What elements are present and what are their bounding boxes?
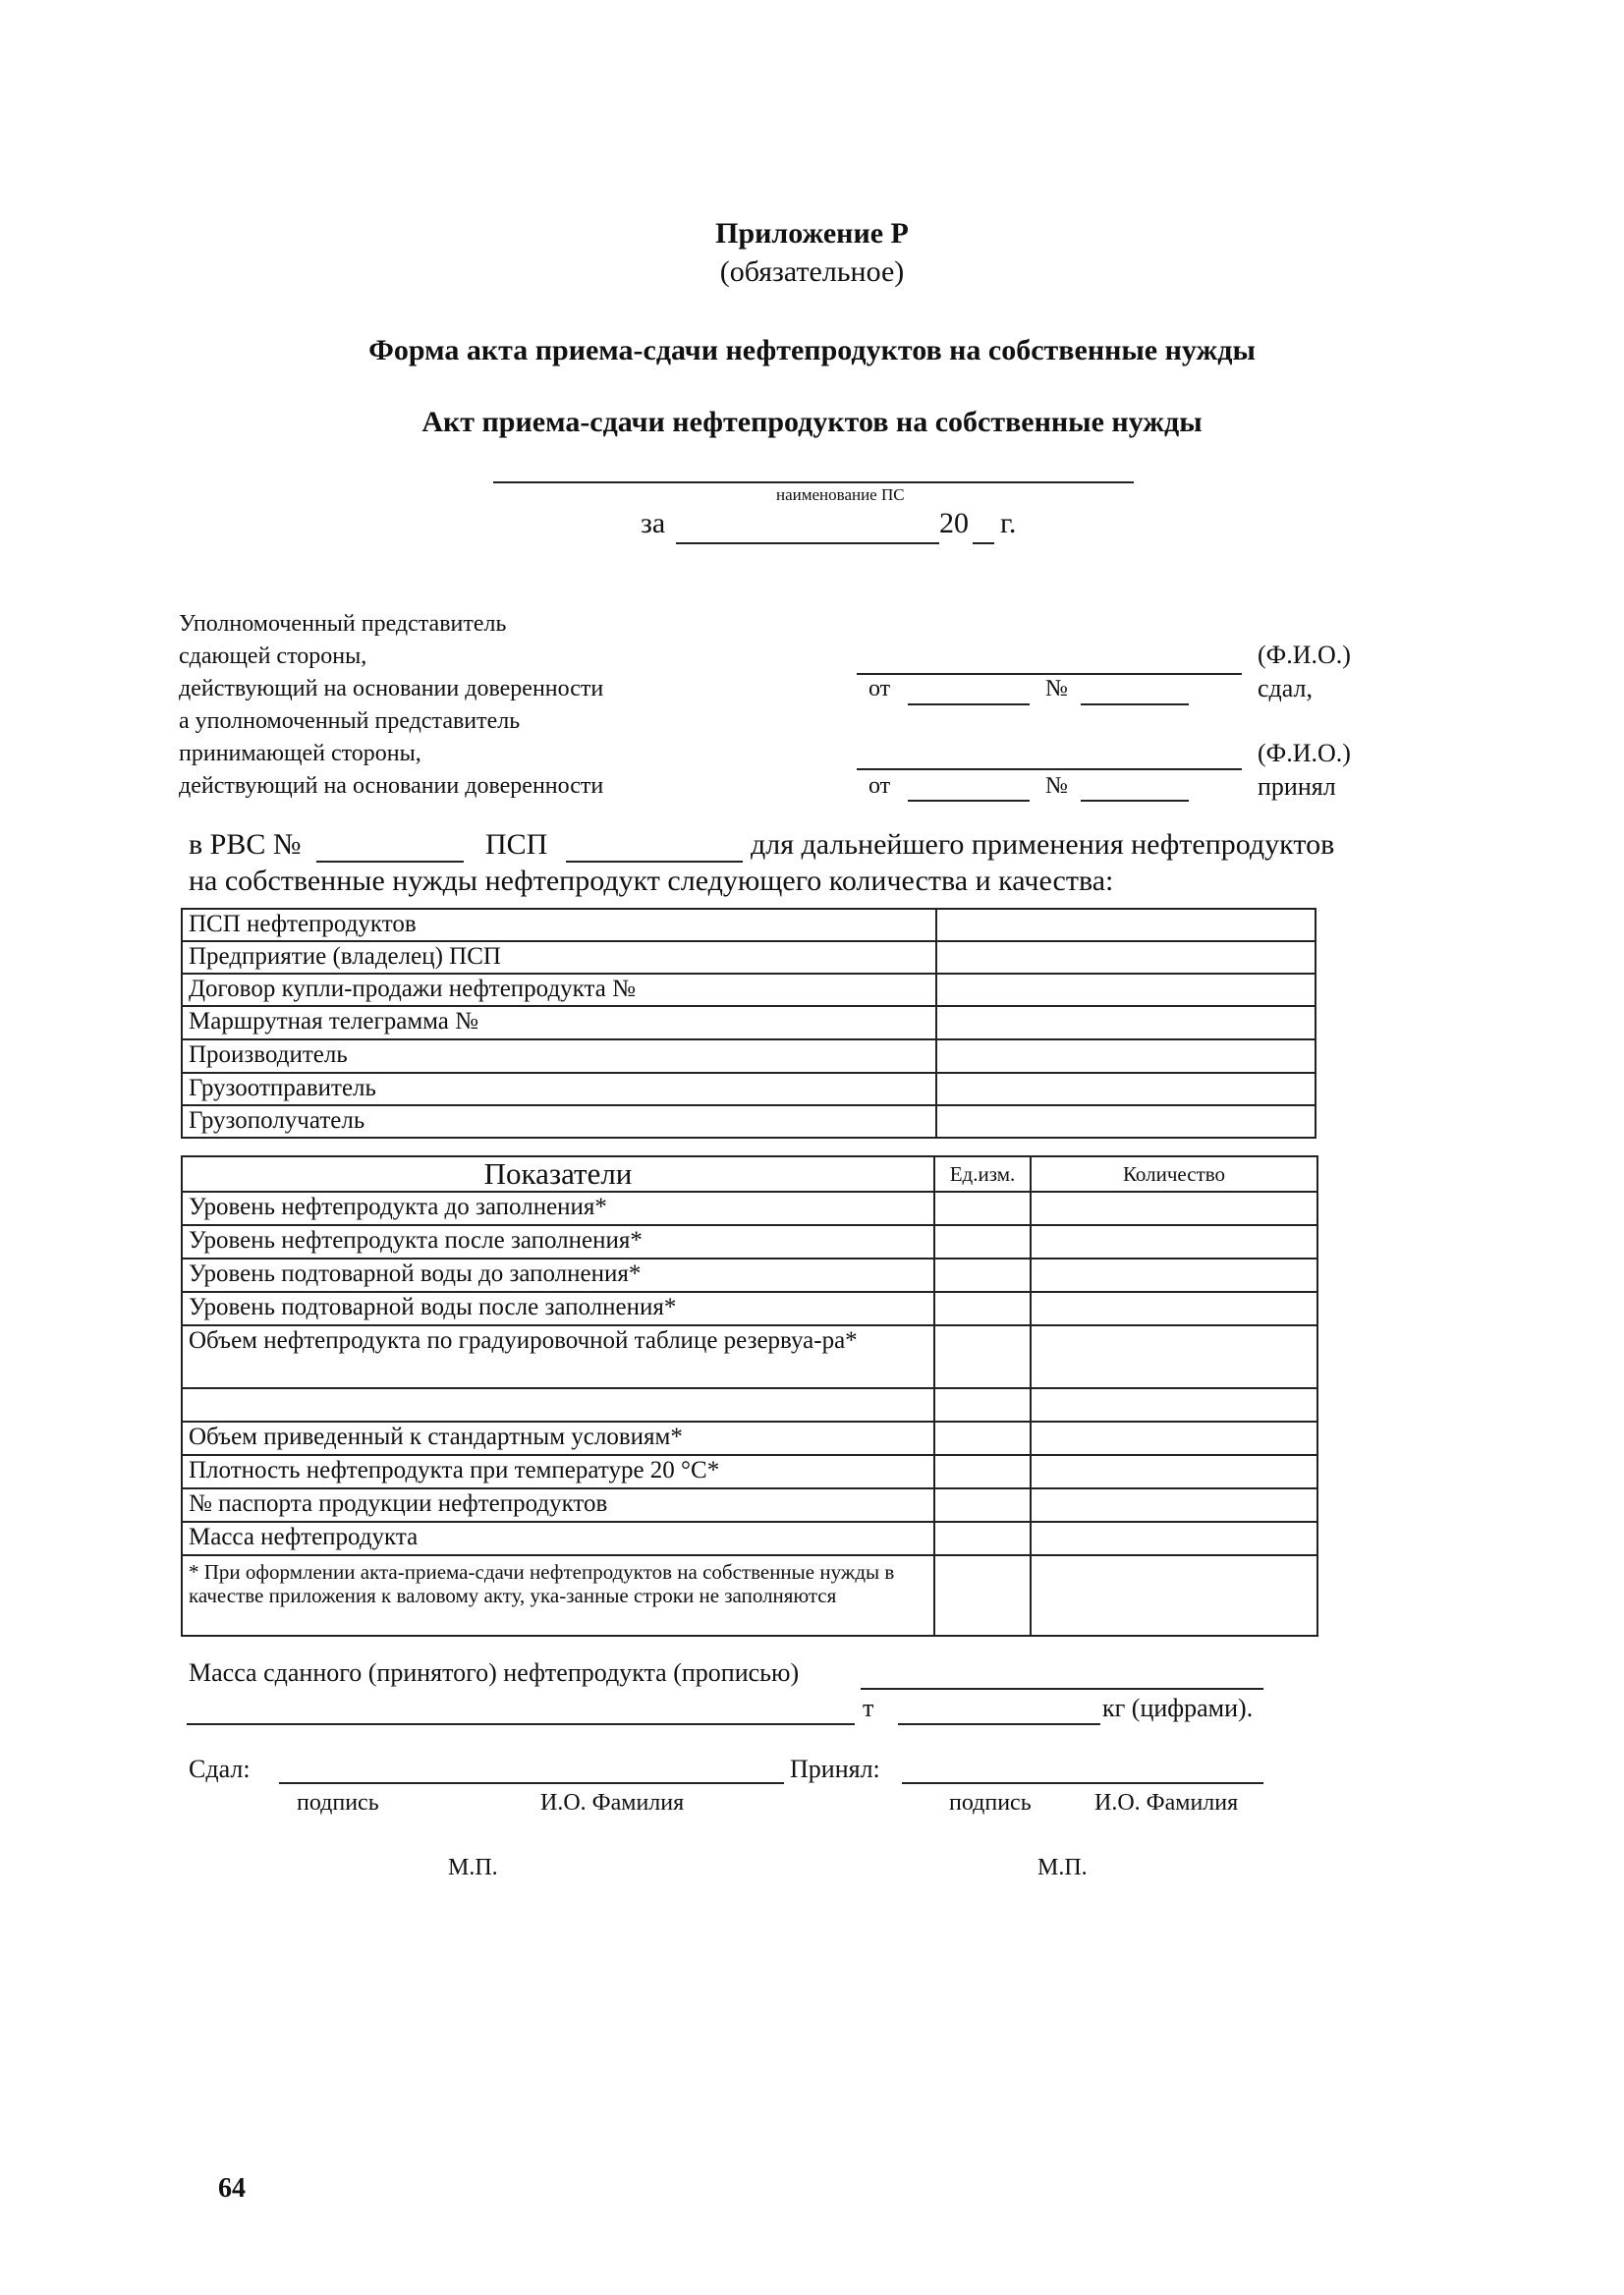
mass-kg-field[interactable] [898, 1723, 1100, 1725]
quantity-cell[interactable] [1031, 1488, 1317, 1522]
unit-header: Ед.изм. [934, 1156, 1031, 1192]
mass-words-label: Масса сданного (принятого) нефтепродукта (прописью) [189, 1658, 800, 1687]
table-row [182, 1039, 1316, 1073]
accepting-from-label: от [868, 773, 891, 799]
accepted-by-signature-field[interactable] [902, 1782, 1263, 1784]
table-row [182, 1292, 1317, 1325]
unit-cell[interactable] [934, 1192, 1031, 1225]
handing-fio-field[interactable] [857, 673, 1242, 675]
parties-line: Уполномоченный представитель [179, 611, 507, 637]
accepting-number-field[interactable] [1081, 800, 1189, 802]
info-value-cell[interactable] [936, 1006, 1316, 1039]
unit-cell[interactable] [934, 1555, 1031, 1636]
info-value-cell[interactable] [936, 909, 1316, 941]
quantity-cell[interactable] [1031, 1259, 1317, 1292]
ps-name-field[interactable] [493, 481, 1134, 483]
form-title: Форма акта приема-сдачи нефтепродуктов на собственные нужды [368, 334, 1256, 366]
info-value-cell[interactable] [936, 1039, 1316, 1073]
intro-purpose: для дальнейшего применения нефтепродуктов [751, 828, 1335, 861]
seal-left: М.П. [448, 1855, 498, 1880]
mass-tonnes-unit: т [863, 1694, 874, 1722]
intro-psp-label: ПСП [485, 828, 548, 861]
table-row [182, 1488, 1317, 1522]
info-value-cell[interactable] [936, 1105, 1316, 1138]
accepting-fio-label: (Ф.И.О.) [1258, 739, 1351, 767]
parties-line: а уполномоченный представитель [179, 708, 521, 734]
rvs-number-field[interactable] [316, 861, 464, 863]
left-signature-caption: подпись [297, 1790, 379, 1816]
indicators-header: Показатели [182, 1156, 934, 1192]
indicator-label: Объем нефтепродукта по градуировочной таблице резервуа-ра* [182, 1325, 934, 1388]
quantity-cell[interactable] [1031, 1225, 1317, 1259]
unit-cell[interactable] [934, 1225, 1031, 1259]
left-name-caption: И.О. Фамилия [540, 1790, 685, 1816]
seal-right: М.П. [1037, 1855, 1088, 1880]
unit-cell[interactable] [934, 1388, 1031, 1422]
table-row [182, 909, 1316, 941]
info-label: Предприятие (владелец) ПСП [182, 941, 936, 974]
quantity-cell[interactable] [1031, 1292, 1317, 1325]
intro-line2: на собственные нужды нефтепродукт следующего количества и качества: [189, 865, 1114, 897]
appendix-status: (обязательное) [719, 255, 905, 288]
table-row [182, 941, 1316, 974]
indicator-label: Уровень подтоварной воды после заполнения* [182, 1292, 934, 1325]
handed-by-signature-field[interactable] [279, 1782, 784, 1784]
appendix-title: Приложение Р [715, 217, 909, 250]
act-title: Акт приема-сдачи нефтепродуктов на собственные нужды [421, 406, 1203, 438]
accepted-label: принял [1258, 772, 1336, 801]
intro-rvs-label: в РВС № [189, 828, 302, 861]
unit-cell[interactable] [934, 1455, 1031, 1488]
handing-number-sign: № [1045, 676, 1068, 701]
quantity-cell[interactable] [1031, 1325, 1317, 1388]
accepting-fio-field[interactable] [857, 768, 1242, 770]
indicator-label: Уровень подтоварной воды до заполнения* [182, 1259, 934, 1292]
quantity-cell[interactable] [1031, 1555, 1317, 1636]
table-row [182, 1555, 1317, 1636]
period-year-field[interactable] [973, 542, 994, 544]
info-label: Грузоотправитель [182, 1073, 936, 1105]
table-row [182, 1105, 1316, 1138]
table-row [182, 1225, 1317, 1259]
table-row [182, 1522, 1317, 1555]
table-row [182, 1073, 1316, 1105]
right-name-caption: И.О. Фамилия [1094, 1790, 1239, 1816]
info-label: Маршрутная телеграмма № [182, 1006, 936, 1039]
quantity-header: Количество [1031, 1156, 1317, 1192]
accepting-number-sign: № [1045, 773, 1068, 799]
table-row [182, 1455, 1317, 1488]
handing-date-field[interactable] [908, 703, 1030, 705]
indicator-label: № паспорта продукции нефтепродуктов [182, 1488, 934, 1522]
quantity-cell[interactable] [1031, 1422, 1317, 1455]
info-value-cell[interactable] [936, 974, 1316, 1006]
parties-line: сдающей стороны, [179, 644, 367, 669]
mass-words-field[interactable] [861, 1688, 1263, 1690]
table-row [182, 1259, 1317, 1292]
indicator-label: Плотность нефтепродукта при температуре 20 °С* [182, 1455, 934, 1488]
table-row [182, 1325, 1317, 1388]
quantity-cell[interactable] [1031, 1388, 1317, 1422]
unit-cell[interactable] [934, 1259, 1031, 1292]
quantity-cell[interactable] [1031, 1522, 1317, 1555]
info-label: Производитель [182, 1039, 936, 1073]
info-label: ПСП нефтепродуктов [182, 909, 936, 941]
table-row [182, 1388, 1317, 1422]
indicator-label [182, 1388, 934, 1422]
table-row [182, 1422, 1317, 1455]
mass-kg-label: кг (цифрами). [1102, 1694, 1254, 1722]
period-field[interactable] [676, 542, 939, 544]
quantity-cell[interactable] [1031, 1455, 1317, 1488]
info-value-cell[interactable] [936, 1073, 1316, 1105]
parties-line: принимающей стороны, [179, 741, 421, 766]
handing-number-field[interactable] [1081, 703, 1189, 705]
parties-line: действующий на основании доверенности [179, 676, 604, 701]
table-row [182, 974, 1316, 1006]
info-value-cell[interactable] [936, 941, 1316, 974]
accepting-date-field[interactable] [908, 800, 1030, 802]
unit-cell[interactable] [934, 1292, 1031, 1325]
indicator-label: Уровень нефтепродукта до заполнения* [182, 1192, 934, 1225]
info-label: Договор купли-продажи нефтепродукта № [182, 974, 936, 1006]
unit-cell[interactable] [934, 1488, 1031, 1522]
mass-words-field-line2[interactable] [187, 1723, 855, 1725]
psp-field[interactable] [566, 861, 743, 863]
parties-line: действующий на основании доверенности [179, 773, 604, 799]
indicator-label: Объем приведенный к стандартным условиям* [182, 1422, 934, 1455]
accepted-by-label: Принял: [790, 1755, 880, 1783]
period-year-prefix: 20 [939, 507, 969, 539]
footnote: * При оформлении акта-приема-сдачи нефтепродуктов на собственные нужды в качестве приложения к валовому акту, ука-занные строки не заполняются [182, 1555, 934, 1636]
indicator-label: Масса нефтепродукта [182, 1522, 934, 1555]
unit-cell[interactable] [934, 1422, 1031, 1455]
ps-name-caption: наименование ПС [776, 485, 905, 504]
table-header-row [182, 1156, 1317, 1192]
handed-by-label: Сдал: [189, 1755, 251, 1783]
period-year-suffix: г. [1000, 507, 1017, 539]
indicator-label: Уровень нефтепродукта после заполнения* [182, 1225, 934, 1259]
indicators-table [181, 1155, 1318, 1637]
unit-cell[interactable] [934, 1325, 1031, 1388]
quantity-cell[interactable] [1031, 1192, 1317, 1225]
info-label: Грузополучатель [182, 1105, 936, 1138]
handing-from-label: от [868, 676, 891, 701]
period-prefix: за [641, 507, 666, 539]
table-row [182, 1006, 1316, 1039]
info-table [181, 908, 1316, 1139]
handing-fio-label: (Ф.И.О.) [1258, 641, 1351, 669]
unit-cell[interactable] [934, 1522, 1031, 1555]
table-row [182, 1192, 1317, 1225]
handed-label: сдал, [1258, 674, 1314, 702]
right-signature-caption: подпись [949, 1790, 1032, 1816]
page-number: 64 [218, 2173, 246, 2204]
